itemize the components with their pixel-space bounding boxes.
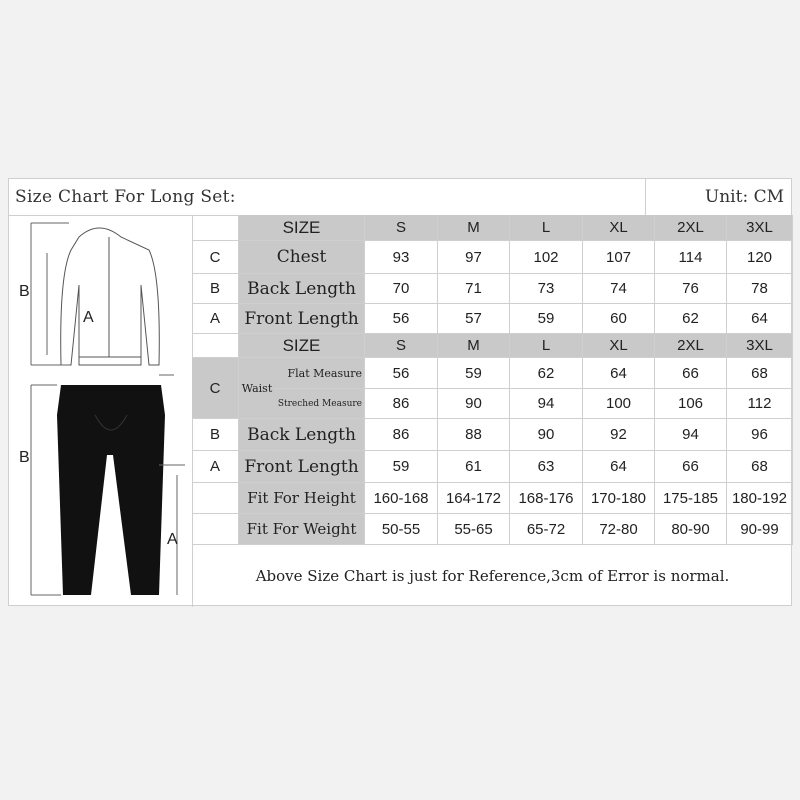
value-cell: 72-80 bbox=[583, 514, 655, 545]
value-cell: 61 bbox=[438, 451, 510, 483]
value-cell: 78 bbox=[727, 274, 793, 304]
value-cell: 86 bbox=[365, 419, 438, 451]
row-label: Chest bbox=[239, 241, 365, 274]
value-cell: 88 bbox=[438, 419, 510, 451]
chart-header bbox=[9, 179, 793, 216]
value-cell: 56 bbox=[365, 358, 438, 389]
waist-sub-label: Flat Measure bbox=[275, 358, 365, 389]
value-cell: 164-172 bbox=[438, 483, 510, 514]
value-cell: 168-176 bbox=[510, 483, 583, 514]
value-cell: 100 bbox=[583, 389, 655, 419]
size-col-header: 2XL bbox=[655, 334, 727, 358]
waist-label: Waist bbox=[239, 358, 275, 419]
reference-note: Above Size Chart is just for Reference,3cm of Error is normal. bbox=[255, 567, 730, 585]
empty-cell bbox=[192, 483, 239, 514]
value-cell: 114 bbox=[655, 241, 727, 274]
garment-svg bbox=[9, 215, 192, 607]
value-cell: 170-180 bbox=[583, 483, 655, 514]
value-cell: 86 bbox=[365, 389, 438, 419]
size-col-header: L bbox=[510, 334, 583, 358]
value-cell: 180-192 bbox=[727, 483, 793, 514]
value-cell: 92 bbox=[583, 419, 655, 451]
size-col-header: M bbox=[438, 334, 510, 358]
value-cell: 160-168 bbox=[365, 483, 438, 514]
value-cell: 96 bbox=[727, 419, 793, 451]
value-cell: 70 bbox=[365, 274, 438, 304]
value-cell: 66 bbox=[655, 358, 727, 389]
row-letter: A bbox=[192, 451, 239, 483]
value-cell: 120 bbox=[727, 241, 793, 274]
pants-size-header: SIZE bbox=[239, 334, 365, 358]
pants-a-marker: A bbox=[167, 531, 178, 548]
size-col-header: 3XL bbox=[727, 215, 793, 241]
empty-cell bbox=[192, 215, 239, 241]
size-col-header: L bbox=[510, 215, 583, 241]
row-label: Front Length bbox=[239, 304, 365, 334]
empty-cell bbox=[192, 334, 239, 358]
size-col-header: XL bbox=[583, 334, 655, 358]
size-col-header: S bbox=[365, 215, 438, 241]
value-cell: 60 bbox=[583, 304, 655, 334]
unit-label: Unit: CM bbox=[704, 187, 784, 207]
size-col-header: S bbox=[365, 334, 438, 358]
garment-illustrations bbox=[9, 215, 193, 607]
value-cell: 59 bbox=[438, 358, 510, 389]
chart-title: Size Chart For Long Set: bbox=[15, 187, 236, 207]
value-cell: 57 bbox=[438, 304, 510, 334]
unit-box bbox=[645, 179, 794, 215]
value-cell: 73 bbox=[510, 274, 583, 304]
value-cell: 102 bbox=[510, 241, 583, 274]
size-col-header: 3XL bbox=[727, 334, 793, 358]
value-cell: 66 bbox=[655, 451, 727, 483]
row-letter: A bbox=[192, 304, 239, 334]
jacket-b-marker: B bbox=[19, 283, 30, 300]
value-cell: 55-65 bbox=[438, 514, 510, 545]
value-cell: 68 bbox=[727, 358, 793, 389]
value-cell: 63 bbox=[510, 451, 583, 483]
value-cell: 74 bbox=[583, 274, 655, 304]
value-cell: 112 bbox=[727, 389, 793, 419]
row-letter: C bbox=[192, 241, 239, 274]
pants-b-marker: B bbox=[19, 449, 30, 466]
value-cell: 90 bbox=[438, 389, 510, 419]
value-cell: 68 bbox=[727, 451, 793, 483]
row-letter: B bbox=[192, 274, 239, 304]
empty-cell bbox=[192, 514, 239, 545]
value-cell: 62 bbox=[655, 304, 727, 334]
jacket-a-marker: A bbox=[83, 309, 94, 326]
waist-letter: C bbox=[192, 358, 239, 419]
size-col-header: M bbox=[438, 215, 510, 241]
value-cell: 50-55 bbox=[365, 514, 438, 545]
value-cell: 64 bbox=[583, 358, 655, 389]
row-label: Back Length bbox=[239, 274, 365, 304]
row-label: Back Length bbox=[239, 419, 365, 451]
value-cell: 175-185 bbox=[655, 483, 727, 514]
value-cell: 106 bbox=[655, 389, 727, 419]
pants-illustration bbox=[57, 385, 165, 595]
value-cell: 65-72 bbox=[510, 514, 583, 545]
value-cell: 97 bbox=[438, 241, 510, 274]
value-cell: 107 bbox=[583, 241, 655, 274]
value-cell: 94 bbox=[510, 389, 583, 419]
value-cell: 59 bbox=[365, 451, 438, 483]
value-cell: 59 bbox=[510, 304, 583, 334]
size-col-header: 2XL bbox=[655, 215, 727, 241]
value-cell: 62 bbox=[510, 358, 583, 389]
value-cell: 64 bbox=[727, 304, 793, 334]
jacket-illustration bbox=[61, 228, 160, 365]
value-cell: 64 bbox=[583, 451, 655, 483]
value-cell: 56 bbox=[365, 304, 438, 334]
value-cell: 76 bbox=[655, 274, 727, 304]
fit-label: Fit For Height bbox=[239, 483, 365, 514]
value-cell: 90-99 bbox=[727, 514, 793, 545]
size-col-header: XL bbox=[583, 215, 655, 241]
fit-label: Fit For Weight bbox=[239, 514, 365, 545]
value-cell: 71 bbox=[438, 274, 510, 304]
value-cell: 93 bbox=[365, 241, 438, 274]
waist-sub-label: Streched Measure bbox=[275, 389, 365, 419]
size-chart bbox=[8, 178, 792, 606]
value-cell: 94 bbox=[655, 419, 727, 451]
jacket-size-header: SIZE bbox=[239, 215, 365, 241]
value-cell: 80-90 bbox=[655, 514, 727, 545]
row-letter: B bbox=[192, 419, 239, 451]
value-cell: 90 bbox=[510, 419, 583, 451]
row-label: Front Length bbox=[239, 451, 365, 483]
